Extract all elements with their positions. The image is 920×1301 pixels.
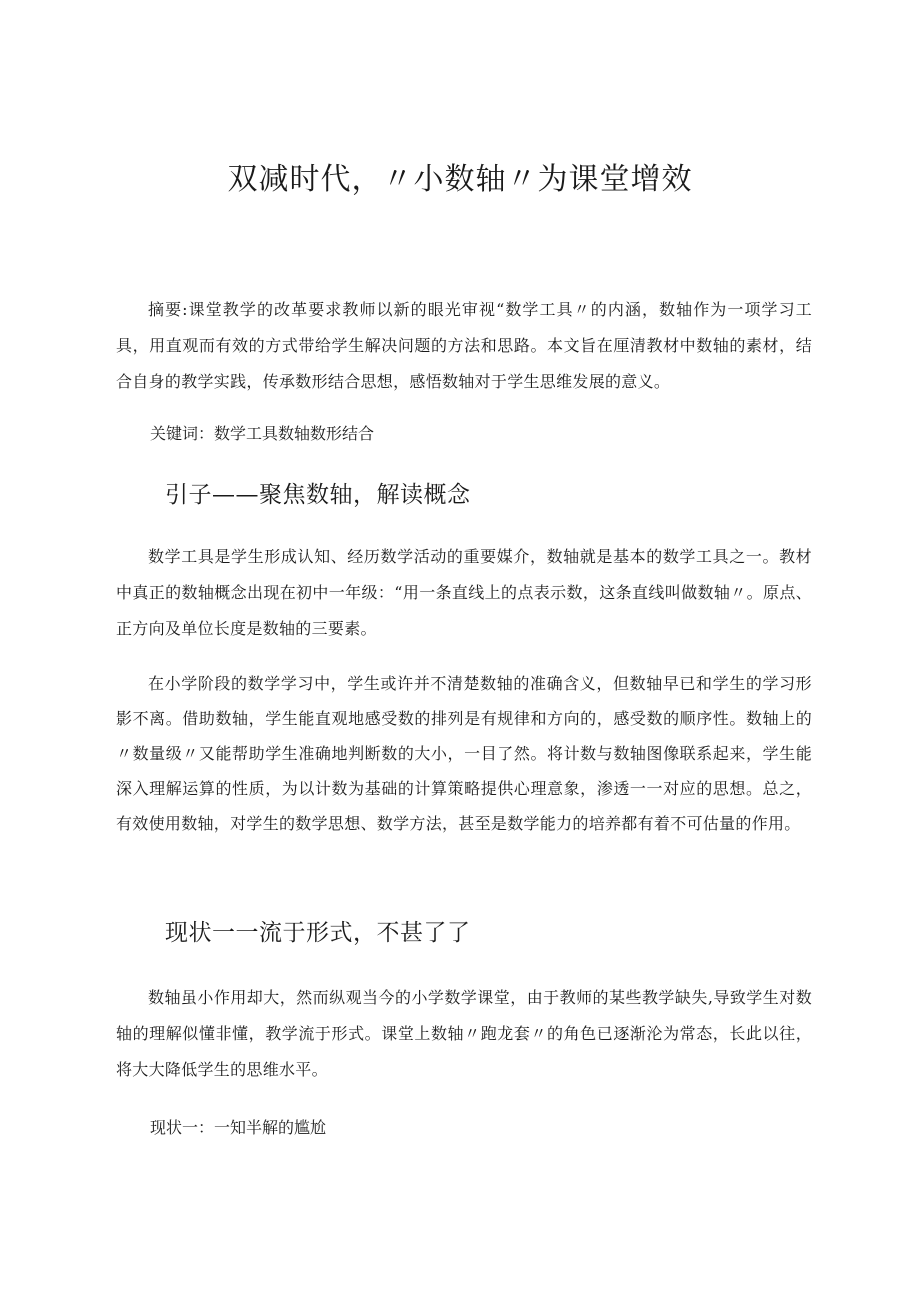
section-intro-paragraph-1: 数学工具是学生形成认知、经历数学活动的重要媒介，数轴就是基本的数学工具之一。教材中真正的数轴概念出现在初中一年级：“用一条直线上的点表示数，这条直线叫做数轴〃。原点、正方向及单位长度是数轴的三要素。 — [116, 547, 812, 638]
keywords-text: 数学工具数轴数形结合 — [214, 424, 375, 443]
section-status-paragraph-1: 数轴虽小作用却大，然而纵观当今的小学数学课堂，由于教师的某些教学缺失,导致学生对数轴的理解似懂非懂，教学流于形式。课堂上数轴〃跑龙套〃的角色已逐渐沦为常态，长此以往，将大大降低学生的思维水平。 — [116, 988, 812, 1079]
section-intro-paragraph-2: 在小学阶段的数学学习中，学生或许并不清楚数轴的准确含义，但数轴早已和学生的学习形影不离。借助数轴，学生能直观地感受数的排列是有规律和方向的，感受数的顺序性。数轴上的〃数量级〃又能帮助学生准确地判断数的大小，一目了然。将计数与数轴图像联系起来，学生能深入理解运算的性质，为以计数为基础的计算策略提供心理意象，渗透一一对应的思想。总之，有效使用数轴，对学生的数学思想、数学方法，甚至是数学能力的培养都有着不可估量的作用。 — [116, 674, 812, 833]
keywords-label: 关键词： — [150, 424, 215, 443]
subheading-status-one: 现状一：一知半解的尴尬 — [150, 1118, 327, 1137]
section-heading-status: 现状一一流于形式，不甚了了 — [165, 920, 471, 946]
abstract-paragraph — [116, 292, 812, 400]
abstract-text: 课堂教学的改革要求教师以新的眼光审视“数学工具〃的内涵，数轴作为一项学习工具，用直观而有效的方式带给学生解决问题的方法和思路。本文旨在厘清教材中数轴的素材，结合自身的教学实践，传承数形结合思想，感悟数轴对于学生思维发展的意义。 — [116, 300, 813, 391]
page-title: 双减时代，〃小数轴〃为课堂增效 — [227, 162, 693, 197]
keywords-line — [150, 422, 374, 446]
abstract-label: 摘要: — [148, 300, 188, 319]
section-heading-intro: 引子——聚焦数轴，解读概念 — [165, 482, 471, 508]
